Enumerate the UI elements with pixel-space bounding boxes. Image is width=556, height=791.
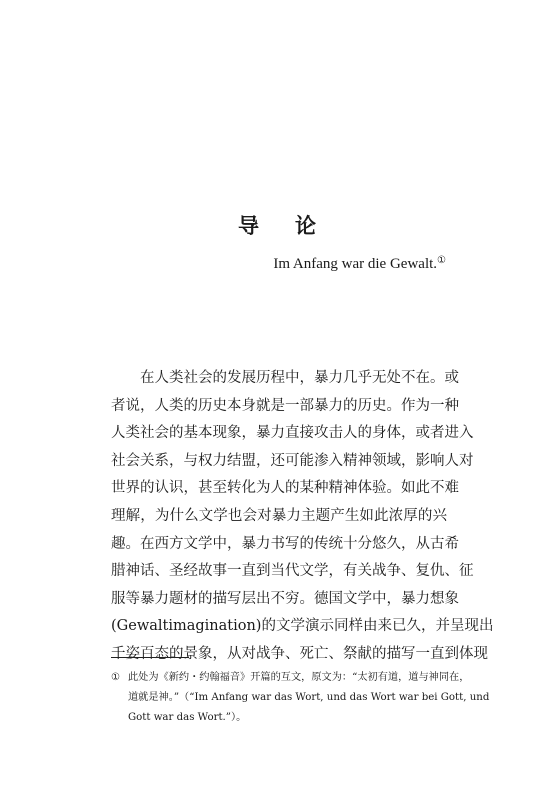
body-line: 世界的认识，甚至转化为人的某种精神体验。如此不难 bbox=[111, 480, 459, 497]
footnote-line bbox=[111, 668, 470, 688]
body-line: 腊神话、圣经故事一直到当代文学，有关战争、复仇、征 bbox=[111, 563, 474, 580]
chapter-title bbox=[0, 210, 556, 240]
chapter-title-second-char: 论 bbox=[295, 213, 318, 238]
body-line: 在人类社会的发展历程中，暴力几乎无处不在。或 bbox=[111, 370, 459, 386]
epigraph bbox=[273, 255, 446, 273]
footnote-divider bbox=[111, 657, 189, 658]
footnote-line: Gott war das Wort.”）。 bbox=[128, 712, 247, 723]
footnote-text: 此处为《新约・约翰福音》开篇的互文，原文为：“太初有道，道与神同在， bbox=[128, 672, 470, 683]
footnote bbox=[111, 668, 490, 728]
body-line: 社会关系，与权力结盟，还可能渗入精神领域，影响人对 bbox=[111, 452, 474, 469]
body-paragraph bbox=[111, 365, 494, 669]
body-line: 趣。在西方文学中，暴力书写的传统十分悠久，从古希 bbox=[111, 535, 459, 552]
body-line: 人类社会的基本现象，暴力直接攻击人的身体，或者进入 bbox=[111, 425, 474, 442]
body-line: 者说，人类的历史本身就是一部暴力的历史。作为一种 bbox=[111, 397, 459, 414]
epigraph-text: Im Anfang war die Gewalt. bbox=[273, 256, 438, 272]
body-line: 千姿百态的景象，从对战争、死亡、祭献的描写一直到体现 bbox=[111, 645, 488, 662]
footnote-reference: ① bbox=[437, 255, 446, 266]
body-line: 理解，为什么文学也会对暴力主题产生如此浓厚的兴 bbox=[111, 507, 447, 524]
body-line: 服等暴力题材的描写层出不穷。德国文学中，暴力想象 bbox=[111, 590, 459, 607]
footnote-mark: ① bbox=[111, 672, 121, 683]
footnote-line: 道就是神。”（“Im Anfang war das Wort, und das Wort war bei Gott, und bbox=[128, 692, 490, 703]
chapter-title-first-char: 导 bbox=[238, 213, 261, 238]
body-line: (Gewaltimagination)的文学演示同样由来已久，并呈现出 bbox=[111, 618, 494, 635]
